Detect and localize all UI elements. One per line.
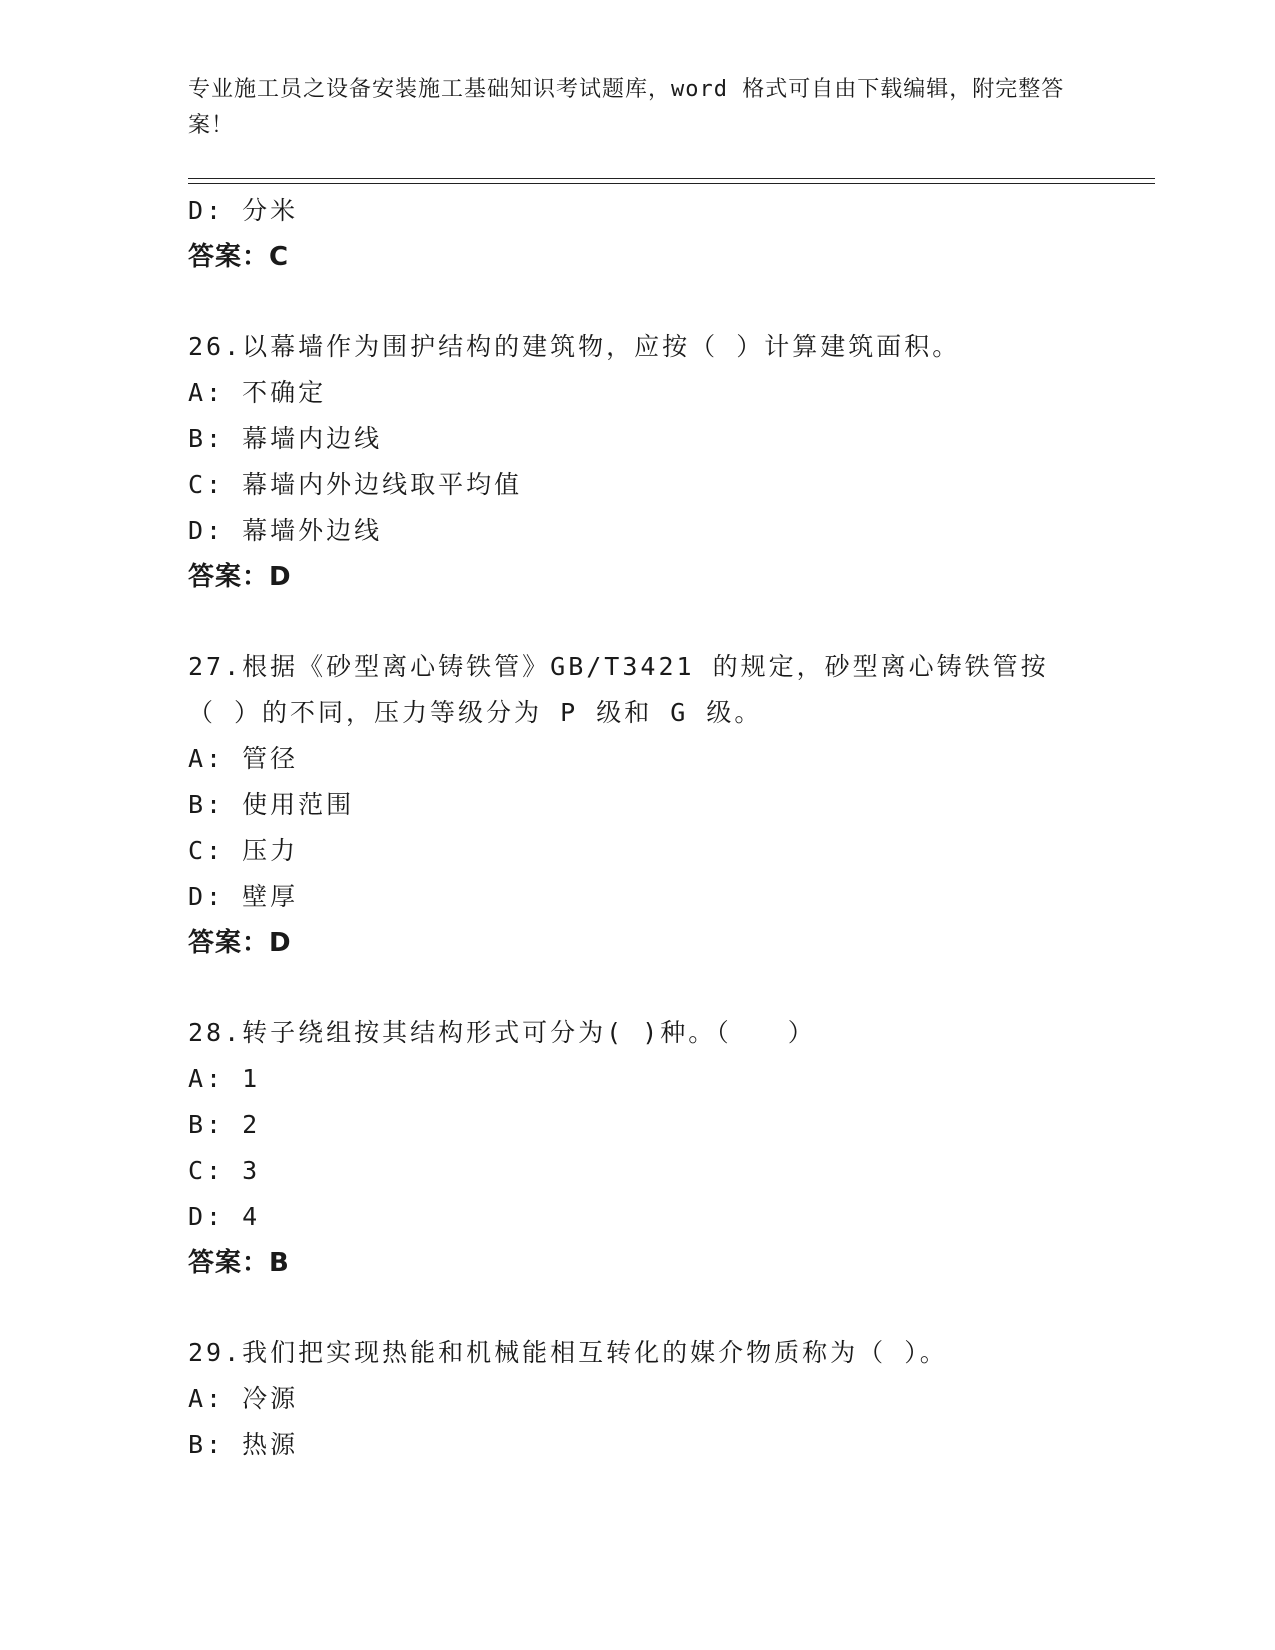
answer: 答案：B	[188, 1248, 290, 1278]
option-d: D: 4	[188, 1202, 261, 1231]
document-body	[188, 188, 1088, 1468]
header-rule-bottom	[188, 183, 1155, 184]
header-rule-top	[188, 178, 1155, 179]
question-text: 27.根据《砂型离心铸铁管》GB/T3421 的规定，砂型离心铸铁管按（ ）的不同，压力等级分为 P 级和 G 级。	[188, 652, 1049, 727]
question-text: 26.以幕墙作为围护结构的建筑物，应按（ ）计算建筑面积。	[188, 332, 961, 361]
option-d: D: 壁厚	[188, 882, 299, 911]
answer: 答案：D	[188, 928, 292, 958]
question-text: 28.转子绕组按其结构形式可分为( )种。（ ）	[188, 1018, 816, 1047]
option-c: C: 幕墙内外边线取平均值	[188, 470, 523, 499]
option-a: A: 管径	[188, 744, 299, 773]
answer: 答案：D	[188, 562, 292, 592]
document-header: 专业施工员之设备安装施工基础知识考试题库，word 格式可自由下载编辑，附完整答案！	[188, 77, 1065, 138]
question-26	[188, 324, 1088, 600]
option-a: A: 不确定	[188, 378, 327, 407]
prev-answer: 答案：C	[188, 242, 290, 272]
prev-option-d: D: 分米	[188, 196, 299, 225]
option-a: A: 1	[188, 1064, 261, 1093]
option-c: C: 压力	[188, 836, 299, 865]
option-b: B: 热源	[188, 1430, 299, 1459]
option-a: A: 冷源	[188, 1384, 299, 1413]
option-b: B: 幕墙内边线	[188, 424, 383, 453]
question-27	[188, 644, 1088, 966]
question-text: 29.我们把实现热能和机械能相互转化的媒介物质称为（ ）。	[188, 1338, 948, 1367]
option-b: B: 使用范围	[188, 790, 355, 819]
option-c: C: 3	[188, 1156, 261, 1185]
question-29	[188, 1330, 1088, 1468]
option-b: B: 2	[188, 1110, 261, 1139]
question-28	[188, 1010, 1088, 1286]
option-d: D: 幕墙外边线	[188, 516, 383, 545]
